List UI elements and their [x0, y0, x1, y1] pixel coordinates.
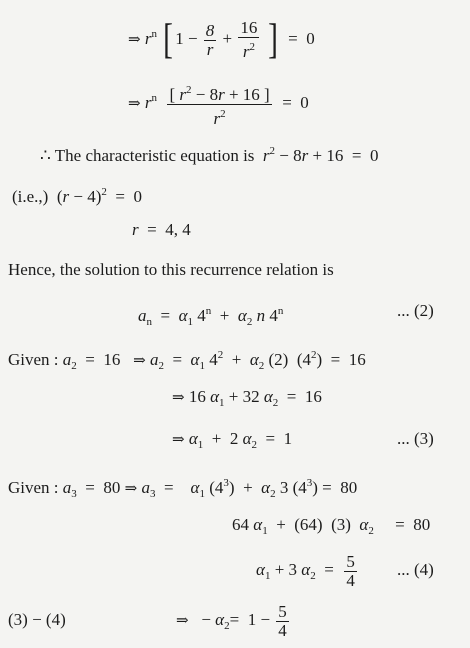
given-label: Given :	[8, 350, 59, 369]
equation-line-10: ⇒ $\alpha_1 + 2$ $\alpha_2 = 1$	[172, 429, 293, 451]
subtraction-op-label	[8, 610, 66, 630]
equation-line-13: $\alpha_1 + 3$ $\alpha_2$ = $\frac{5}{4}$	[256, 551, 355, 590]
equation-line-1: ⇒ $r^n$ [ 1 − $\frac{8}{r}$ + $\frac{16}{r^2}$ ] = 0	[128, 17, 315, 64]
equation-line-14: ⇒ − $\alpha_2= 1$ − $\frac{5}{4}$	[176, 601, 287, 640]
equation-line-2: ⇒ $r^n$ $\frac{[ r^2 - 8r + 16 ]}{r^2}$ = 0	[128, 72, 309, 124]
equation-tag-4: ... (4)	[397, 560, 434, 579]
factored-equation-line: (i.e.,) $(r - 4)^2 = 0$	[12, 186, 142, 206]
given-a3-line: Given : $a_3 = 80$ ⇒ $a_3$ = $\alpha_1$ $(4^3) + \alpha_2$ 3 $(4^3) = 80$	[8, 477, 358, 500]
characteristic-equation-text: ∴ The characteristic equation is	[40, 146, 255, 165]
given-label-2: Given :	[8, 478, 59, 497]
equation-line-9: ⇒ 16 $\alpha_1 + 32$ $\alpha_2 = 16$	[172, 387, 322, 409]
op-label: (3) − (4)	[8, 610, 66, 629]
characteristic-equation-line: ∴ The characteristic equation is $r^2 - 8r + 16 = 0$	[40, 145, 379, 165]
ie-label: (i.e.,)	[12, 187, 49, 206]
hence-text: Hence, the solution to this recurrence relation is	[8, 260, 334, 279]
hence-text-line	[8, 260, 334, 280]
equation-tag-3: ... (3)	[397, 429, 434, 448]
given-a2-line: Given : $a_2 = 16$ ⇒ $a_2 = \alpha_1$ $4^2 + \alpha_2$ (2) $(4^2) = 16$	[8, 349, 366, 372]
equation-line-12: 64 $\alpha_1 + (64)$ (3) $\alpha_2$ = 80	[232, 515, 431, 537]
general-solution-line: $a_n = \alpha_1$ $4^n + \alpha_2$ n 4$^n$	[138, 305, 284, 328]
roots-line: r = 4, 4	[132, 220, 191, 239]
equation-tag-2: ... (2)	[397, 301, 434, 320]
